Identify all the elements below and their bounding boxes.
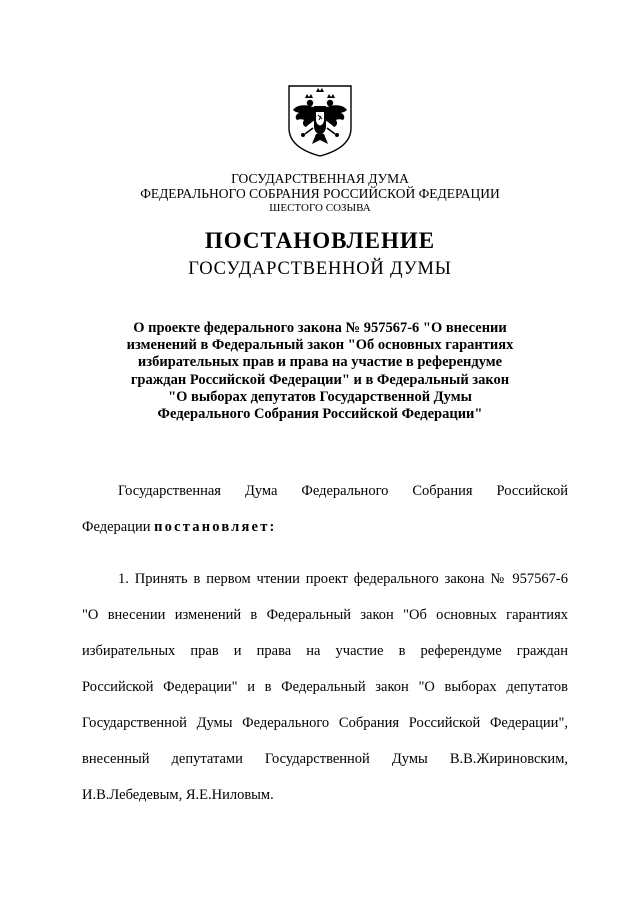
subject-line: "О выборах депутатов Государственной Думы [168, 388, 472, 405]
item-line: Российской Федерации" и в Федеральный закон "О выборах депутатов [82, 679, 568, 695]
document-title: ПОСТАНОВЛЕНИЕ [204, 228, 436, 253]
item-line: избирательных прав и права на участие в референдуме граждан [82, 643, 568, 659]
document-subtitle: ГОСУДАРСТВЕННОЙ ДУМЫ [188, 259, 452, 279]
organization-subname: ФЕДЕРАЛЬНОГО СОБРАНИЯ РОССИЙСКОЙ ФЕДЕРАЦИИ [140, 186, 500, 201]
preamble-line: Государственная Дума Федерального Собрания Российской [118, 483, 568, 499]
subject-line: избирательных прав и права на участие в референдуме [137, 354, 503, 371]
preamble-line [82, 520, 568, 535]
item-line: И.В.Лебедевым, Я.Е.Ниловым. [82, 787, 274, 803]
item-line: Государственной Думы Федерального Собрания Российской Федерации", [82, 715, 568, 731]
subject-line: граждан Российской Федерации" и в Федеральный закон [130, 371, 510, 388]
subject-line: О проекте федерального закона № 957567-6 "О внесении [133, 320, 507, 336]
item-line: 1. Принять в первом чтении проект федерального закона № 957567-6 [118, 571, 568, 587]
state-emblem-icon [283, 82, 357, 158]
document-subject [100, 320, 540, 423]
subject-line: изменений в Федеральный закон "Об основных гарантиях [126, 337, 514, 354]
resolution-verb: постановляет: [154, 519, 277, 535]
subject-line: Федерального Собрания Российской Федерации" [157, 406, 483, 423]
item-line: "О внесении изменений в Федеральный закон "Об основных гарантиях [82, 607, 568, 623]
convocation: ШЕСТОГО СОЗЫВА [269, 202, 371, 214]
organization-name: ГОСУДАРСТВЕННАЯ ДУМА [231, 171, 409, 186]
preamble-text: Федерации [82, 519, 155, 535]
item-line: внесенный депутатами Государственной Думы В.В.Жириновским, [82, 751, 568, 767]
